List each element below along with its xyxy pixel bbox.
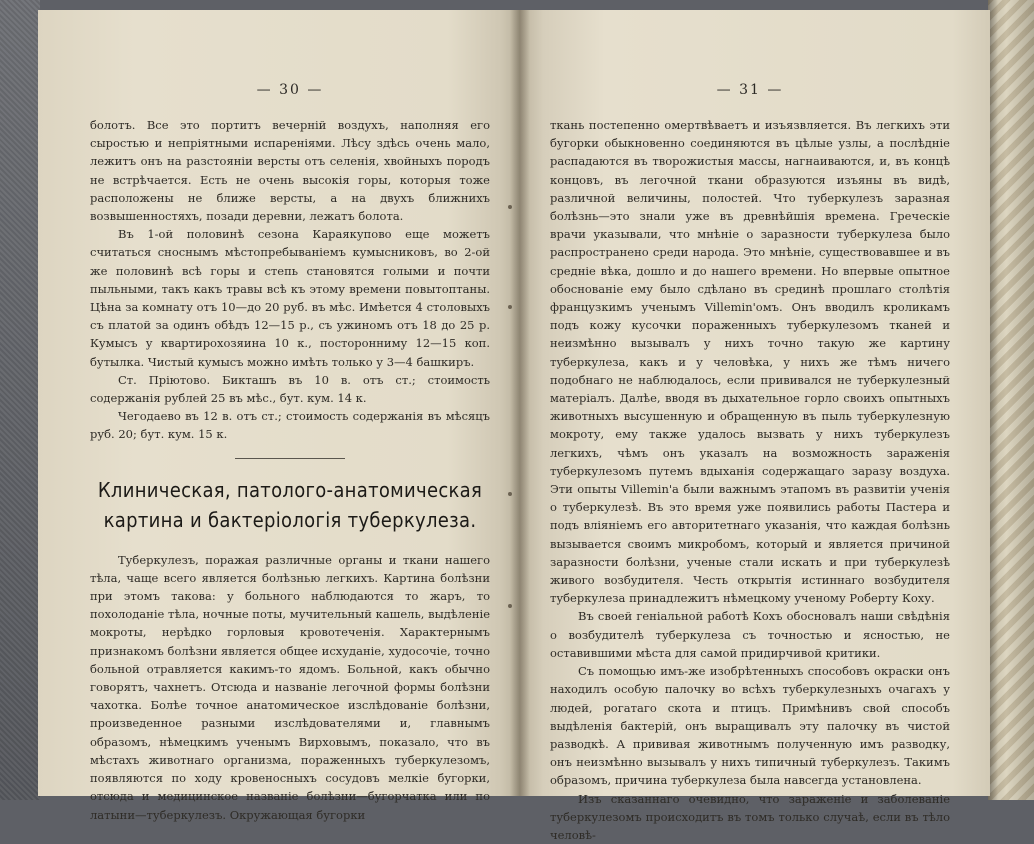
paragraph: Изъ сказаннаго очевидно, что зараженіе и заболеваніе туберкулезомъ происходитъ въ томъ только случаѣ, если въ тѣло человѣ- <box>550 791 950 842</box>
left-page-text <box>90 116 490 444</box>
left-page-body <box>90 551 490 824</box>
book-gutter <box>510 10 530 796</box>
left-page <box>38 10 520 822</box>
paragraph: Въ своей геніальной работѣ Кохъ обосновалъ наши свѣдѣнія о возбудителѣ туберкулеза съ точностью и ясностью, не оставившими мѣста для самой придирчивой критики. <box>550 609 950 660</box>
paragraph: Чегодаево въ 12 в. отъ ст.; стоимость содержанія въ мѣсяцъ руб. 20; бут. кум. 15 к. <box>90 409 490 442</box>
section-heading: Клиническая, патолого-анатомическая картина и бактеріологія туберкулеза. <box>97 477 483 532</box>
paragraph: болотъ. Все это портитъ вечерній воздухъ, наполняя его сыростью и непріятными испареніями. Лѣсу здѣсь очень мало, лежитъ онъ на разстояніи версты отъ селенія, хвойныхъ породъ не встрѣчается. Есть не очень высокія горы, которыя тоже расположены не ближе версты, а на двухъ ближнихъ возвышенностяхъ, позади деревни, лежатъ болота. <box>90 118 490 224</box>
book-cover-cloth-right <box>988 0 1034 800</box>
paragraph: Въ 1-ой половинѣ сезона Караякупово еще можетъ считаться сноснымъ мѣстопребываніемъ кумысниковъ, во 2-ой же половинѣ всѣ горы и степь становятся голыми и почти пыльными, такъ какъ травы всѣ къ этому времени повытоптаны. Цѣна за комнату отъ 10—до 20 руб. въ мѣс. Имѣется 4 столовыхъ съ платой за одинъ обѣдъ 12—15 р., съ ужиномъ отъ 18 до 25 р. Кумысъ у квартирохозяина 10 к., посторонниму 12—15 коп. бутылка. Чистый кумысъ можно имѣть только у 3—4 башкиръ. <box>90 227 490 369</box>
binding-stitch <box>508 492 512 496</box>
binding-stitch <box>508 205 512 209</box>
binding-stitch <box>508 305 512 309</box>
paragraph: Съ помощью имъ-же изобрѣтенныхъ способовъ окраски онъ находилъ особую палочку во всѣхъ туберкулезныхъ очагахъ у людей, рогатаго скота и птицъ. Примѣнивъ свой способъ выдѣленія бактерій, онъ выращивалъ эту палочку въ чистой разводкѣ. А прививая животнымъ полученную имъ разводку, онъ неизмѣнно вызывалъ у нихъ типичный туберкулезъ. Такимъ образомъ, причина туберкулеза была навсегда установлена. <box>550 664 950 788</box>
paragraph: ткань постепенно омертвѣваетъ и изъязвляется. Въ легкихъ эти бугорки обыкновенно соединяются въ цѣлые узлы, а послѣдніе распадаются въ творожистыя массы, нагнаиваются, и, въ концѣ концовъ, въ легочной ткани образуются изъяны въ видѣ, различной величины, полостей. Что туберкулезъ заразная болѣзнь—это знали уже въ древнѣйшія времена. Греческіе врачи указывали, что мнѣніе о заразности туберкулеза было распространено среди народа. Это мнѣніе, существовавшее и въ средніе вѣка, дошло и до нашего времени. Но впервые опытное обоснованіе ему было сдѣлано въ срединѣ прошлаго столѣтія французкимъ ученымъ Villemin'омъ. Онъ вводилъ кроликамъ подъ кожу кусочки пораженныхъ туберкулезомъ тканей и неизмѣнно вызывалъ у нихъ точно такую же картину туберкулеза, какъ и у человѣка, у нихъ же тѣмъ ничего подобнаго не наблюдалось, если прививался не туберкулезный матеріалъ. Далѣе, вводя въ дыхательное горло своихъ опытныхъ животныхъ высушенную и обращенную въ пыль туберкулезную мокроту, ему также удалось вызвать у нихъ туберкулезъ легкихъ, чѣмъ онъ указалъ на возможность зараженія туберкулезомъ путемъ вдыханія содержащаго заразу воздуха. Эти опыты Villemin'а были важнымъ этапомъ въ развитіи ученія о туберкулезѣ. Въ это время уже появились работы Пастера и подъ вліяніемъ его авторитетнаго указанія, что каждая болѣзнь вызывается своимъ микробомъ, который и является причиной заразности болѣзни, ученые стали искать и при туберкулезѣ живого возбудителя. Честь открытія истиннаго возбудителя туберкулеза принадлежитъ нѣмецкому ученому Роберту Коху. <box>550 118 950 606</box>
binding-stitch <box>508 604 512 608</box>
section-divider <box>235 458 345 459</box>
page-number-30: — 30 — <box>256 82 324 98</box>
right-page-text <box>550 116 950 844</box>
page-number-31: — 31 — <box>716 82 784 98</box>
paragraph: Туберкулезъ, поражая различные органы и ткани нашего тѣла, чаще всего является болѣзнью легкихъ. Картина болѣзни при этомъ такова: у больного наблюдаются то жаръ, то похолоданіе тѣла, ночные поты, мучительный кашель, выдѣленіе мокроты, нерѣдко горловыя кровотеченія. Характернымъ признакомъ болѣзни является общее исхуданіе, худосочіе, точно больной отравляется какимъ-то ядомъ. Больной, какъ обычно говорятъ, чахнетъ. Отсюда и названіе легочной формы болѣзни чахотка. Болѣе точное анатомическое изслѣдованіе болѣзни, произведенное разными изслѣдователями и, главнымъ образомъ, нѣмецкимъ ученымъ Вирховымъ, показало, что въ мѣстахъ животнаго организма, пораженныхъ туберкулезомъ, появляются по ходу кровеносныхъ сосудовъ мелкіе бугорки, отсюда и медицинское названіе болѣзни—бугорчатка или по латыни—туберкулезъ. Окружающая бугорки <box>90 552 490 822</box>
book-cover-cloth-left <box>0 0 40 800</box>
paragraph: Ст. Пріютово. Бикташъ въ 10 в. отъ ст.; стоимость содержанія рублей 25 въ мѣс., бут. кум. 14 к. <box>90 372 490 406</box>
right-page <box>520 10 990 842</box>
